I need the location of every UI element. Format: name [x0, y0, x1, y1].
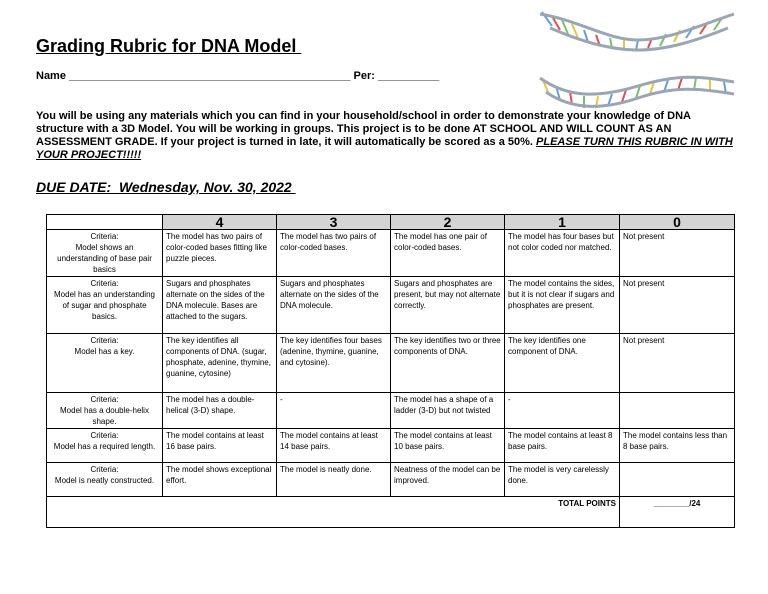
criteria-text: Criteria: Model shows an understanding of base pair basics	[57, 232, 152, 274]
rubric-cell: -	[505, 393, 620, 429]
score-header: 2	[391, 215, 505, 230]
rubric-row	[47, 230, 735, 277]
score-header: 4	[163, 215, 277, 230]
instructions-emphasis: PLEASE TURN THIS RUBRIC IN WITH YOUR PROJECT!!!!!	[36, 136, 733, 161]
total-row	[47, 497, 735, 528]
rubric-cell: The model is neatly done.	[277, 463, 391, 497]
rubric-cell	[620, 393, 735, 429]
dna-helix-image-top	[538, 10, 736, 54]
rubric-cell: The model has a shape of a ladder (3-D) but not twisted	[391, 393, 505, 429]
criteria-cell	[47, 463, 163, 497]
rubric-cell: Sugars and phosphates alternate on the sides of the DNA molecule. Bases are attached to the sugars.	[163, 277, 277, 334]
rubric-cell: The model contains at least 8 base pairs.	[505, 429, 620, 463]
criteria-cell	[47, 334, 163, 393]
due-date: DUE DATE: Wednesday, Nov. 30, 2022	[36, 179, 296, 195]
rubric-row	[47, 429, 735, 463]
rubric-cell: Not present	[620, 230, 735, 277]
rubric-cell: The model has a double-helical (3-D) shape.	[163, 393, 277, 429]
rubric-cell: The key identifies one component of DNA.	[505, 334, 620, 393]
rubric-cell: Sugars and phosphates alternate on the sides of the DNA molecule.	[277, 277, 391, 334]
rubric-cell: The model has four bases but not color coded nor matched.	[505, 230, 620, 277]
per-blank: __________	[377, 70, 440, 82]
rubric-cell: Neatness of the model can be improved.	[391, 463, 505, 497]
rubric-cell: The model contains at least 14 base pairs.	[277, 429, 391, 463]
name-line	[36, 70, 439, 82]
rubric-cell: -	[277, 393, 391, 429]
rubric-row	[47, 463, 735, 497]
criteria-cell	[47, 277, 163, 334]
instructions	[36, 110, 736, 162]
criteria-cell	[47, 429, 163, 463]
score-header: 1	[505, 215, 620, 230]
rubric-row	[47, 393, 735, 429]
criteria-text: Criteria: Model has an understanding of sugar and phosphate basics.	[54, 279, 155, 321]
rubric-cell: The model contains the sides, but it is not clear if sugars and phosphates are present.	[505, 277, 620, 334]
criteria-text: Criteria: Model has a required length.	[53, 431, 156, 451]
instructions-body: You will be using any materials which you can find in your household/school in order to demonstrate your knowledge of DNA structure with a 3D Model. You will be working in groups. This project is to be done AT SCHOOL AND WILL COUNT AS AN ASSESSMENT GRADE. If your project is turned in late, it will automatically be scored as a 50%.	[36, 110, 691, 148]
page-title: Grading Rubric for DNA Model	[36, 36, 302, 56]
header-blank-cell	[47, 215, 163, 230]
score-header: 3	[277, 215, 391, 230]
rubric-cell: The key identifies two or three components of DNA.	[391, 334, 505, 393]
rubric-row	[47, 277, 735, 334]
criteria-text: Criteria: Model has a key.	[74, 336, 135, 356]
rubric-cell: The model has one pair of color-coded bases.	[391, 230, 505, 277]
rubric-cell: The model has two pairs of color-coded bases.	[277, 230, 391, 277]
rubric-table	[46, 214, 735, 528]
rubric-cell: The model shows exceptional effort.	[163, 463, 277, 497]
rubric-cell: The model has two pairs of color-coded bases fitting like puzzle pieces.	[163, 230, 277, 277]
dna-helix-image-bottom	[538, 68, 736, 112]
rubric-cell: The model contains at least 10 base pairs.	[391, 429, 505, 463]
total-points-value: ________/24	[620, 497, 735, 528]
rubric-cell: Sugars and phosphates are present, but may not alternate correctly.	[391, 277, 505, 334]
criteria-text: Criteria: Model is neatly constructed.	[54, 465, 155, 485]
rubric-cell: Not present	[620, 277, 735, 334]
name-blank: ______________________________________________	[69, 70, 351, 82]
criteria-cell	[47, 393, 163, 429]
per-label: Per:	[353, 70, 375, 82]
rubric-cell: The model contains at least 16 base pairs.	[163, 429, 277, 463]
total-points-label: TOTAL POINTS	[47, 497, 620, 528]
score-header-row	[47, 215, 735, 230]
rubric-cell	[620, 463, 735, 497]
name-label: Name	[36, 70, 66, 82]
rubric-cell: Not present	[620, 334, 735, 393]
rubric-cell: The model contains less than 8 base pairs.	[620, 429, 735, 463]
rubric-row	[47, 334, 735, 393]
dna-rungs-top	[542, 12, 722, 50]
score-header: 0	[620, 215, 735, 230]
rubric-cell: The key identifies all components of DNA. (sugar, phosphate, adenine, thymine, guanine, cytosine)	[163, 334, 277, 393]
rubric-cell: The key identifies four bases (adenine, thymine, guanine, and cytosine).	[277, 334, 391, 393]
criteria-text: Criteria: Model has a double-helix shape.	[60, 395, 149, 426]
rubric-cell: The model is very carelessly done.	[505, 463, 620, 497]
criteria-cell	[47, 230, 163, 277]
